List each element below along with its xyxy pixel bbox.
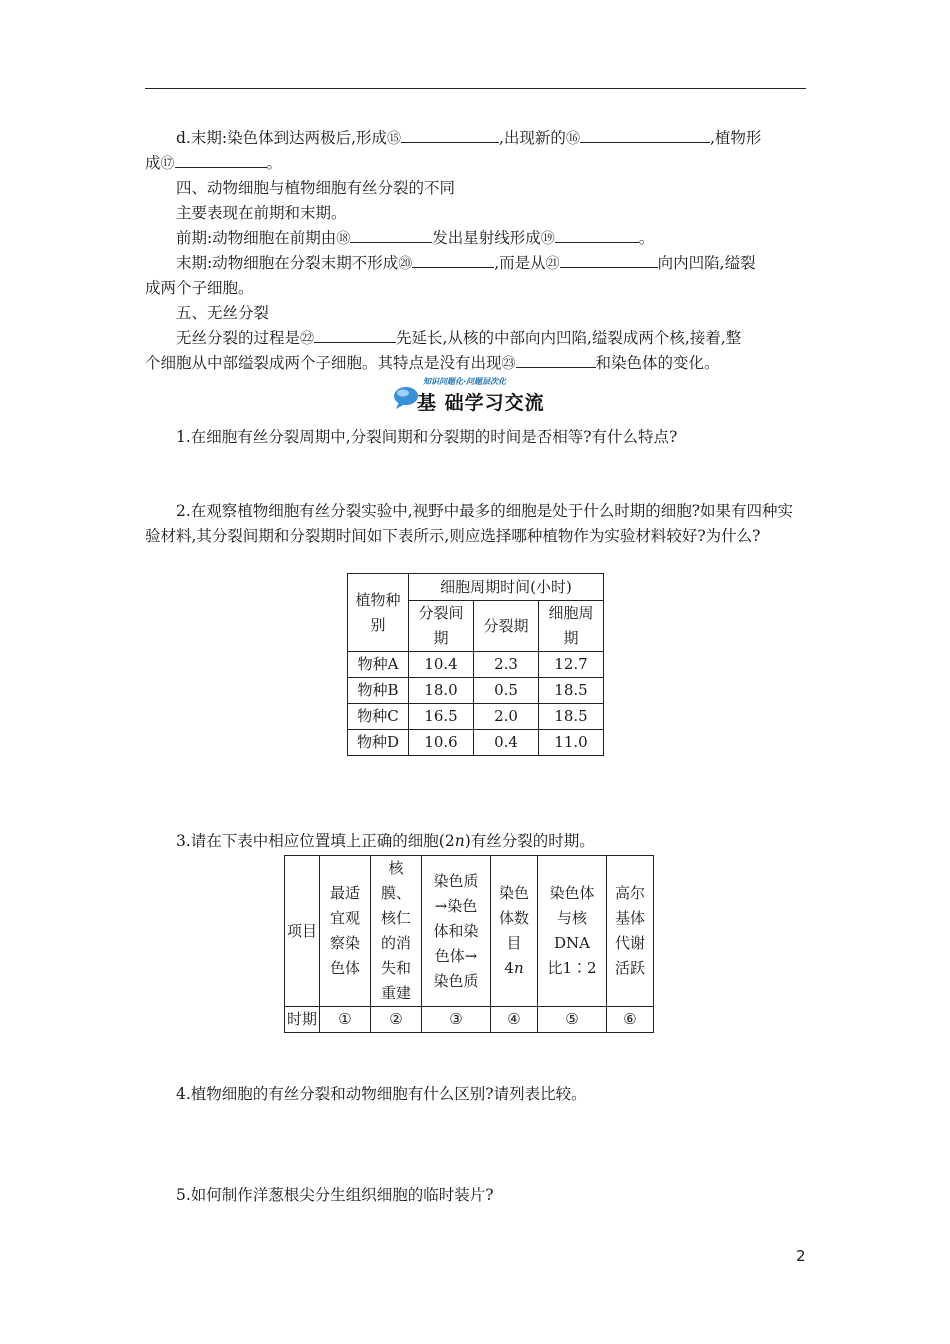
- col-header: [607, 856, 654, 1007]
- fill-blank[interactable]: [555, 227, 639, 243]
- cell-value: 10.6: [409, 730, 474, 756]
- col-header: [371, 856, 422, 1007]
- cell-value: 16.5: [409, 704, 474, 730]
- banner-title-first: 基: [417, 392, 438, 414]
- blank-number: ⑲: [540, 231, 555, 247]
- section-banner: [393, 376, 563, 416]
- question-3: [145, 829, 806, 854]
- header-rule: [145, 88, 806, 89]
- main-difference-text: 主要表现在前期和末期。: [176, 204, 347, 222]
- fill-blank[interactable]: [401, 127, 499, 143]
- species-name: 物种C: [348, 704, 409, 730]
- answer-cell[interactable]: ③: [422, 1007, 491, 1033]
- answer-cell[interactable]: ①: [320, 1007, 371, 1033]
- text: n: [454, 832, 465, 850]
- blank-number: ⑯: [565, 131, 580, 147]
- species-header: 植物种别: [355, 590, 401, 634]
- table-row: [348, 704, 604, 730]
- species-name: 物种A: [348, 652, 409, 678]
- col-header-ratio: 染色体与核DNA比1∶2: [547, 884, 597, 977]
- question-5: 5.如何制作洋葱根尖分生组织细胞的临时装片?: [176, 1186, 494, 1204]
- speech-bubble-icon: [393, 384, 419, 410]
- fill-blank[interactable]: [516, 352, 596, 368]
- col-header: [491, 856, 538, 1007]
- blank-number: ⑮: [387, 131, 401, 147]
- telophase-difference: [145, 251, 806, 277]
- text: )有丝分裂的时期。: [464, 832, 595, 850]
- section-heading-5: 五、无丝分裂: [176, 304, 270, 322]
- prophase-difference: [145, 226, 806, 252]
- species-name: 物种B: [348, 678, 409, 704]
- answer-cell[interactable]: ②: [371, 1007, 422, 1033]
- col-header-number: [497, 881, 531, 981]
- text: 先延长,从核的中部向内凹陷,缢裂成两个核,接着,整: [396, 329, 742, 347]
- blank-number: ㉒: [300, 331, 315, 347]
- telophase-difference-cont: 成两个子细胞。: [145, 279, 254, 297]
- blank-number: ㉑: [545, 256, 560, 272]
- col-header: [538, 856, 607, 1007]
- text: 个细胞从中部缢裂成两个子细胞。其特点是没有出现: [145, 354, 502, 372]
- col-header: [539, 601, 604, 652]
- text: ,植物形: [709, 129, 762, 147]
- telophase-paragraph: [145, 126, 806, 152]
- col-header-interphase: 分裂间期: [418, 604, 464, 647]
- amitosis-paragraph-cont: [145, 351, 806, 377]
- banner-title-rest: 础学习交流: [444, 392, 545, 414]
- question-1: 1.在细胞有丝分裂周期中,分裂间期和分裂期的时间是否相等?有什么特点?: [176, 428, 678, 446]
- fill-blank[interactable]: [560, 252, 658, 268]
- text: 前期:动物细胞在前期由: [176, 229, 337, 247]
- banner-subtitle: 知识问题化·问题层次化: [423, 377, 507, 386]
- cell-value: 0.5: [474, 678, 539, 704]
- amitosis-paragraph: [145, 326, 806, 352]
- blank-number: ⑳: [398, 256, 413, 272]
- text: ,出现新的: [499, 129, 566, 147]
- text: 染色体数目4: [498, 884, 529, 977]
- cell-value: 18.0: [409, 678, 474, 704]
- cell-value: 11.0: [539, 730, 604, 756]
- fill-blank[interactable]: [350, 227, 432, 243]
- cell-value: 2.0: [474, 704, 539, 730]
- text: 。: [266, 154, 283, 172]
- text: 成: [145, 154, 161, 172]
- item-header-text: 项目: [286, 921, 317, 940]
- col-header: [409, 601, 474, 652]
- col-header-best: 最适宜观察染色体: [329, 884, 360, 977]
- question-4: 4.植物细胞的有丝分裂和动物细胞有什么区别?请列表比较。: [176, 1085, 587, 1103]
- col-header: [320, 856, 371, 1007]
- table-row: [348, 652, 604, 678]
- cell-value: 2.3: [474, 652, 539, 678]
- text: d.末期:染色体到达两极后,形成: [176, 129, 387, 147]
- item-header: [285, 856, 320, 1007]
- question-2: 2.在观察植物细胞有丝分裂实验中,视野中最多的细胞是处于什么时期的细胞?如果有四种实验材料,其分裂间期和分裂期时间如下表所示,则应选择哪种植物作为实验材料较好?为什么?: [145, 502, 794, 545]
- cell-cycle-time-table: [347, 573, 604, 756]
- cell-value: 0.4: [474, 730, 539, 756]
- cell-value: 10.4: [409, 652, 474, 678]
- blank-number: ㉓: [501, 356, 516, 372]
- cell-value: 18.5: [539, 704, 604, 730]
- text: 。: [638, 229, 655, 247]
- table-row: [348, 678, 604, 704]
- telophase-paragraph-cont: [145, 151, 806, 177]
- answer-cell[interactable]: ⑤: [538, 1007, 607, 1033]
- section-heading-4: 四、动物细胞与植物细胞有丝分裂的不同: [176, 179, 456, 197]
- text: 发出星射线形成: [432, 229, 541, 247]
- species-name: 物种D: [348, 730, 409, 756]
- blank-number: ⑱: [336, 231, 351, 247]
- text: n: [513, 959, 524, 977]
- table-row: [348, 730, 604, 756]
- text: 和染色体的变化。: [595, 354, 720, 372]
- fill-blank[interactable]: [314, 327, 396, 343]
- col-header-golgi: 高尔基体代谢活跃: [614, 884, 645, 977]
- group-header: 细胞周期时间(小时): [409, 574, 604, 601]
- banner-title: [417, 388, 545, 415]
- text: ,而是从: [494, 254, 546, 272]
- col-header-membrane: 核膜、核仁的消失和重建: [380, 859, 411, 1002]
- period-label: 时期: [285, 1007, 320, 1033]
- text: 无丝分裂的过程是: [176, 329, 301, 347]
- answer-cell[interactable]: ④: [491, 1007, 538, 1033]
- fill-blank[interactable]: [580, 127, 710, 143]
- col-header-cycle: 细胞周期: [548, 604, 594, 647]
- text: 向内凹陷,缢裂: [657, 254, 756, 272]
- answer-cell[interactable]: ⑥: [607, 1007, 654, 1033]
- fill-blank[interactable]: [175, 152, 267, 168]
- cell-value: 12.7: [539, 652, 604, 678]
- col-header: [422, 856, 491, 1007]
- text: 末期:动物细胞在分裂末期不形成: [176, 254, 399, 272]
- mitosis-phase-table: [284, 855, 654, 1033]
- table-row: [285, 1007, 654, 1033]
- col-header: 分裂期: [474, 601, 539, 652]
- cell-value: 18.5: [539, 678, 604, 704]
- fill-blank[interactable]: [412, 252, 494, 268]
- blank-number: ⑰: [160, 156, 175, 172]
- table-header: [348, 574, 409, 652]
- col-header-chromatin: 染色质→染色体和染色体→染色质: [433, 871, 479, 990]
- page-number: 2: [796, 1247, 806, 1265]
- text: 3.请在下表中相应位置填上正确的细胞(2: [176, 832, 455, 850]
